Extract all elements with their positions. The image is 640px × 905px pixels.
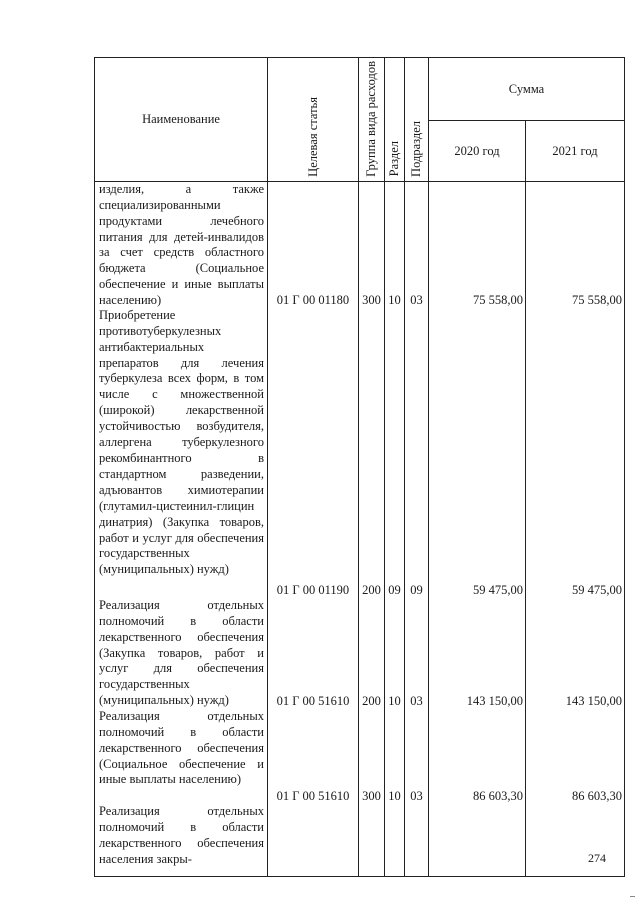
header-section [385, 58, 405, 182]
row-4-sum-2020: 86 603,30 [473, 788, 523, 803]
row-3-sum-2021: 143 150,00 [565, 693, 622, 708]
header-target-article [268, 58, 359, 182]
header-year-2020-label: 2020 год [454, 143, 500, 158]
header-year-2021 [526, 121, 625, 181]
row-1-name: изделия, а также специализированными продуктами лечебного питания для детей-инвалидов за счет средств областного бюджета (Социальное обеспечение и иные выплаты населению) [99, 181, 264, 308]
row-5-name: Реализация отдельных полномочий в области лекарственного обеспечения населения закры- [99, 803, 264, 866]
row-4-code: 01 Г 00 51610 [276, 788, 350, 803]
header-target-article-label: Целевая статья [305, 96, 320, 177]
header-subsection [405, 58, 429, 182]
header-section-label: Раздел [387, 141, 401, 177]
row-2-sum-2021: 59 475,00 [572, 582, 622, 597]
budget-table [94, 57, 625, 877]
table-body [95, 181, 625, 876]
row-1-code: 01 Г 00 01180 [276, 292, 350, 307]
row-3-group: 200 [362, 693, 381, 708]
header-name [95, 58, 268, 182]
page-number: 274 [588, 851, 606, 865]
row-1-section: 10 [388, 292, 401, 307]
row-1-group: 300 [362, 292, 381, 307]
row-1-sum-2020: 75 558,00 [473, 292, 523, 307]
name-column-cell [95, 181, 268, 876]
code-column-cell [268, 181, 359, 876]
header-expense-group [359, 58, 385, 182]
header-year-2020 [429, 121, 526, 181]
row-4-name: Реализация отдельных полномочий в области лекарственного обеспечения (Социальное обеспечение и иные выплаты населению) [99, 708, 264, 787]
row-4-group: 300 [362, 788, 381, 803]
section-column-cell [385, 181, 405, 876]
row-2-name: Приобретение противотуберкулезных антибактериальных препаратов для лечения туберкулеза всех форм, в том числе с множественной (широкой) лекарственной устойчивостью возбудителя, аллергена туберкулезного рекомбинантного в стандартном разведении, адъювантов химиотерапии (глутамил-цистеинил-глицин динатрия) (Закупка товаров, работ и услуг для обеспечения государственных (муниципальных) нужд) [99, 307, 264, 577]
row-4-sum-2021: 86 603,30 [572, 788, 622, 803]
row-2-subsection: 09 [410, 582, 423, 597]
row-2-group: 200 [362, 582, 381, 597]
row-3-subsection: 03 [410, 693, 423, 708]
header-expense-group-label: Группа вида расходов [364, 61, 378, 177]
sum-2021-column-cell [526, 181, 625, 876]
row-3-code: 01 Г 00 51610 [276, 693, 350, 708]
header-year-2021-label: 2021 год [552, 143, 598, 158]
row-2-sum-2020: 59 475,00 [473, 582, 523, 597]
table-header [95, 58, 625, 182]
row-3-section: 10 [388, 693, 401, 708]
row-3-sum-2020: 143 150,00 [466, 693, 523, 708]
header-name-label: Наименование [142, 111, 220, 126]
group-column-cell [359, 181, 385, 876]
table-row [95, 181, 625, 876]
row-4-subsection: 03 [410, 788, 423, 803]
subsection-column-cell [405, 181, 429, 876]
row-3-name: Реализация отдельных полномочий в области лекарственного обеспечения (Закупка товаров, работ и услуг для обеспечения государственных (муниципальных) нужд) [99, 597, 264, 708]
header-sum [429, 58, 625, 121]
row-1-subsection: 03 [410, 292, 423, 307]
row-1-sum-2021: 75 558,00 [572, 292, 622, 307]
row-2-code: 01 Г 00 01190 [276, 582, 350, 597]
header-subsection-label: Подраздел [409, 120, 423, 177]
scan-mark [630, 896, 635, 897]
row-2-section: 09 [388, 582, 401, 597]
row-4-section: 10 [388, 788, 401, 803]
sum-2020-column-cell [429, 181, 526, 876]
header-sum-label: Сумма [508, 81, 545, 96]
